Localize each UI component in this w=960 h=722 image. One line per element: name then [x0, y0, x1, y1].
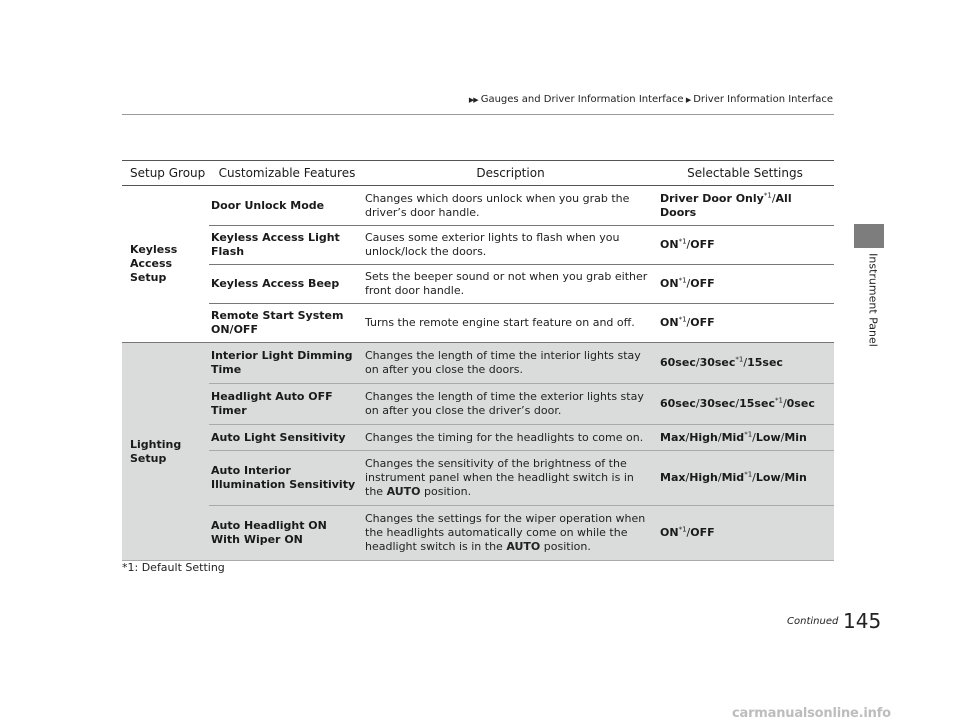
- feature-description: Changes which doors unlock when you grab the driver’s door handle.: [365, 186, 656, 226]
- feature-description: Changes the length of time the exterior lights stay on after you close the driver’s door.: [365, 384, 656, 425]
- triangle-icon: ▶: [684, 96, 691, 104]
- setting-option: Max: [660, 471, 686, 484]
- settings-separator: /: [780, 430, 785, 444]
- selectable-settings: [656, 425, 834, 451]
- default-marker: *1: [735, 355, 744, 364]
- feature-description: Sets the beeper sound or not when you grab either front door handle.: [365, 265, 656, 304]
- setting-option: 60sec: [660, 397, 696, 410]
- setting-option: High: [689, 430, 718, 444]
- table-row: [122, 425, 834, 451]
- group-keyless-access-setup: Keyless Access Setup: [122, 186, 209, 343]
- setting-option: 15sec: [747, 356, 783, 369]
- selectable-settings: [656, 451, 834, 506]
- feature-name: Auto Interior Illumination Sensitivity: [209, 451, 365, 506]
- description-text: Changes the sensitivity of the brightness of the instrument panel when the headlight switch is in the: [365, 457, 634, 498]
- settings-table-container: [122, 160, 834, 561]
- setting-option: 60sec: [660, 356, 696, 369]
- settings-table: [122, 160, 834, 561]
- description-text: Changes the settings for the wiper operation when the headlights automatically come on while the headlight switch is in the: [365, 512, 646, 553]
- setting-option: ON: [660, 526, 679, 539]
- settings-separator: /: [782, 397, 787, 410]
- setting-option: Mid: [721, 471, 745, 484]
- breadcrumb-item[interactable]: Gauges and Driver Information Interface: [480, 94, 684, 105]
- settings-separator: /: [695, 397, 700, 410]
- header-divider: [122, 114, 834, 115]
- setting-option: 30sec: [699, 356, 736, 369]
- feature-description: Changes the timing for the headlights to come on.: [365, 425, 656, 451]
- settings-separator: /: [686, 277, 691, 290]
- table-body: [122, 186, 834, 561]
- selectable-settings: [656, 304, 834, 343]
- default-marker: *1: [678, 315, 687, 324]
- column-header: Selectable Settings: [656, 161, 834, 186]
- watermark: carmanualsonline.info: [732, 706, 891, 721]
- feature-name: Headlight Auto OFF Timer: [209, 384, 365, 425]
- setting-option: Min: [784, 430, 807, 444]
- feature-description: [365, 451, 656, 506]
- settings-separator: /: [695, 356, 700, 369]
- feature-name: Keyless Access Beep: [209, 265, 365, 304]
- default-marker: *1: [744, 470, 753, 479]
- selectable-settings: [656, 506, 834, 561]
- feature-description: [365, 506, 656, 561]
- setting-option: Low: [755, 471, 781, 484]
- double-triangle-icon: ▶▶: [468, 96, 478, 104]
- footnote: *1: Default Setting: [122, 561, 225, 574]
- settings-separator: /: [686, 238, 691, 251]
- setting-option: OFF: [690, 316, 715, 329]
- settings-separator: /: [685, 471, 690, 484]
- table-row: [122, 226, 834, 265]
- settings-separator: /: [717, 471, 722, 484]
- description-text: position.: [424, 485, 472, 498]
- settings-separator: /: [685, 430, 690, 444]
- settings-separator: /: [686, 316, 691, 329]
- default-marker: *1: [763, 190, 772, 199]
- table-row: [122, 384, 834, 425]
- setting-option: ON: [660, 238, 679, 251]
- settings-separator: /: [743, 356, 748, 369]
- default-marker: *1: [744, 429, 753, 438]
- table-row: [122, 304, 834, 343]
- default-marker: *1: [678, 237, 687, 246]
- feature-description: Causes some exterior lights to flash when you unlock/lock the doors.: [365, 226, 656, 265]
- default-marker: *1: [774, 396, 783, 405]
- description-emphasis: AUTO: [506, 540, 541, 553]
- setting-option: OFF: [690, 526, 715, 539]
- breadcrumb: [0, 94, 833, 105]
- table-row: [122, 506, 834, 561]
- feature-name: Door Unlock Mode: [209, 186, 365, 226]
- description-text: position.: [543, 540, 591, 553]
- table-header-row: [122, 161, 834, 186]
- section-tab: [854, 224, 884, 248]
- setting-option: 0sec: [786, 397, 815, 410]
- setting-option: Mid: [721, 430, 745, 444]
- selectable-settings: [656, 343, 834, 384]
- setting-option: Min: [784, 471, 807, 484]
- feature-name: Auto Headlight ON With Wiper ON: [209, 506, 365, 561]
- default-marker: *1: [678, 276, 687, 285]
- table-row: [122, 265, 834, 304]
- setting-option: 15sec: [739, 397, 775, 410]
- setting-option: ON: [660, 316, 679, 329]
- setting-option: Driver Door Only: [660, 191, 764, 205]
- table-row: [122, 186, 834, 226]
- setting-option: Max: [660, 430, 686, 444]
- feature-name: Keyless Access Light Flash: [209, 226, 365, 265]
- section-label: Instrument Panel: [866, 253, 880, 347]
- column-header: Setup Group: [122, 161, 209, 186]
- setting-option: High: [689, 471, 718, 484]
- column-header: Description: [365, 161, 656, 186]
- settings-separator: /: [752, 430, 756, 444]
- settings-separator: /: [752, 471, 756, 484]
- setting-option: OFF: [690, 277, 715, 290]
- column-header: Customizable Features: [209, 161, 365, 186]
- selectable-settings: [656, 226, 834, 265]
- selectable-settings: [656, 186, 834, 226]
- feature-name: Interior Light Dimming Time: [209, 343, 365, 384]
- table-row: [122, 451, 834, 506]
- settings-separator: /: [780, 471, 785, 484]
- feature-name: Auto Light Sensitivity: [209, 425, 365, 451]
- setting-option: 30sec: [699, 397, 736, 410]
- setting-option: Low: [755, 430, 781, 444]
- setting-option: All Doors: [660, 191, 792, 219]
- settings-separator: /: [735, 397, 740, 410]
- feature-name: Remote Start System ON/OFF: [209, 304, 365, 343]
- table-row: [122, 343, 834, 384]
- setting-option: OFF: [690, 238, 715, 251]
- settings-separator: /: [686, 526, 691, 539]
- selectable-settings: [656, 384, 834, 425]
- setting-option: ON: [660, 277, 679, 290]
- breadcrumb-item[interactable]: Driver Information Interface: [693, 94, 833, 105]
- description-emphasis: AUTO: [386, 485, 421, 498]
- group-lighting-setup: Lighting Setup: [122, 343, 209, 561]
- continued-label: Continued: [787, 616, 839, 627]
- settings-separator: /: [717, 430, 722, 444]
- default-marker: *1: [678, 525, 687, 534]
- feature-description: Changes the length of time the interior lights stay on after you close the doors.: [365, 343, 656, 384]
- settings-separator: /: [771, 191, 776, 205]
- feature-description: Turns the remote engine start feature on and off.: [365, 304, 656, 343]
- selectable-settings: [656, 265, 834, 304]
- page-number: 145: [843, 609, 882, 633]
